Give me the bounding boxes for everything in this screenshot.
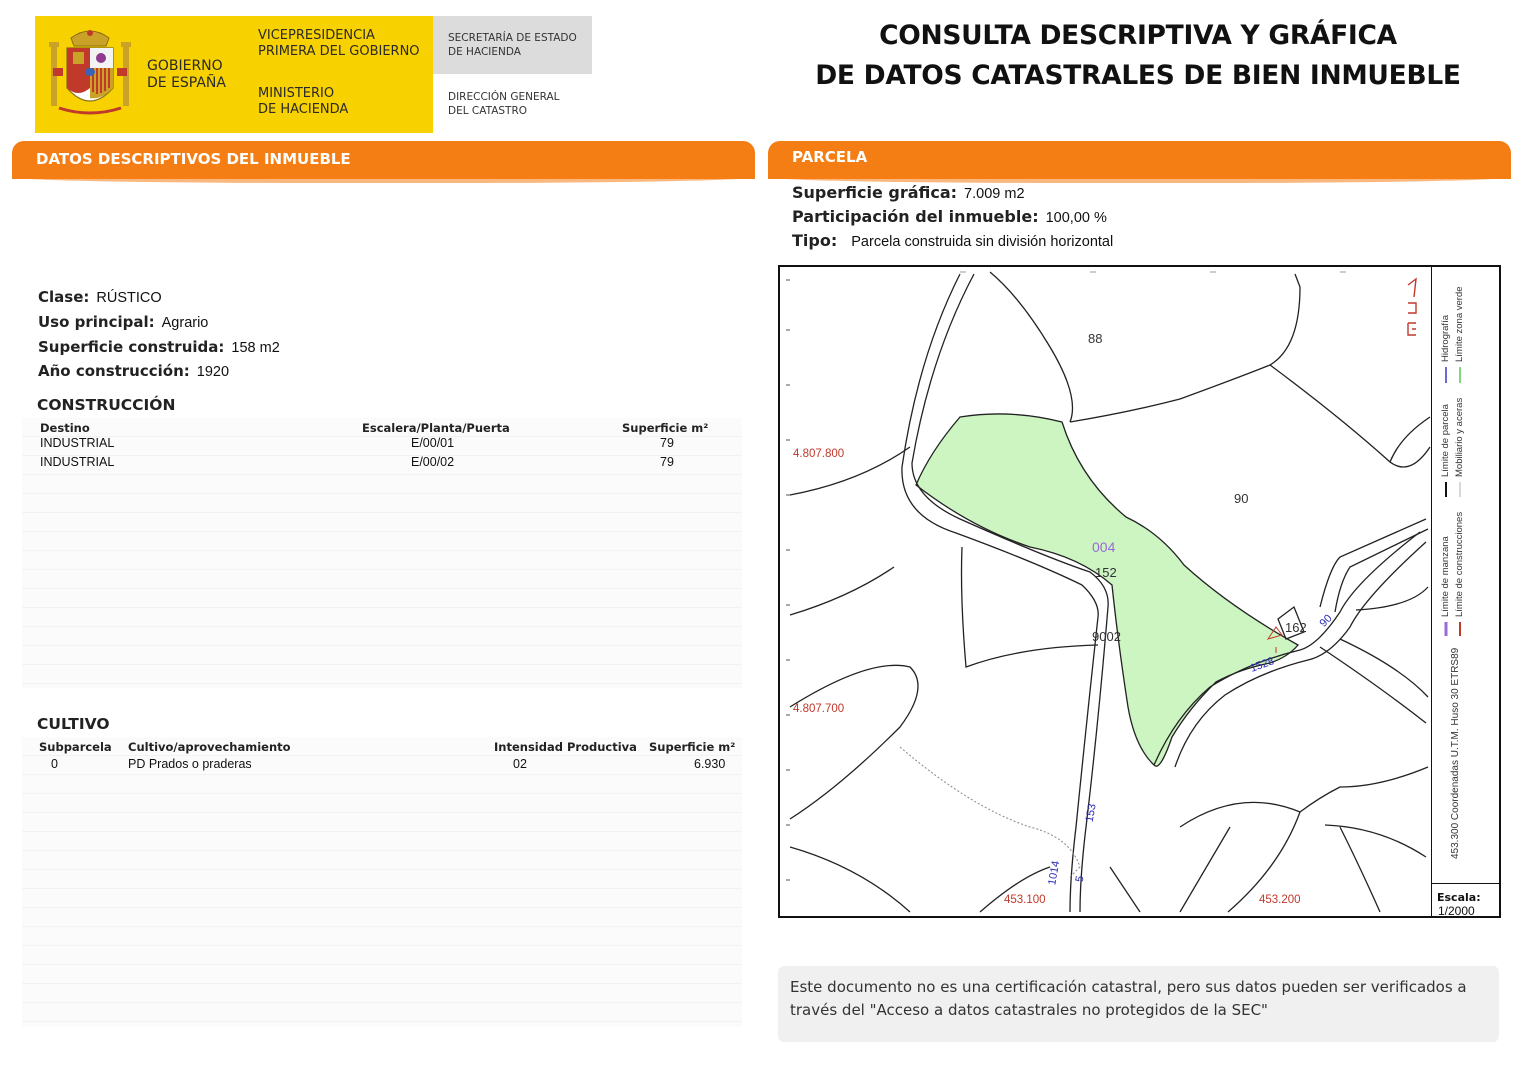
construccion-header-superficie: Superficie m²: [622, 421, 709, 435]
map-coord-y-top: 4.807.800: [793, 448, 845, 460]
cultivo-row-subparcela: 0: [51, 757, 58, 771]
cultivo-row-superficie: 6.930: [694, 757, 726, 771]
government-logo-block: [35, 16, 433, 133]
legend-limite-construcciones: Límite de construcciones: [1454, 511, 1465, 617]
legend-limite-zona-verde: Límite zona verde: [1454, 286, 1465, 362]
construccion-row-planta: E/00/02: [411, 455, 455, 469]
construccion-title: CONSTRUCCIÓN: [37, 396, 176, 414]
construccion-row-superficie: 79: [660, 436, 674, 450]
map-coord-x-right: 453.200: [1259, 894, 1301, 906]
cultivo-header-intensidad: Intensidad Productiva: [494, 740, 637, 754]
sec-logo-icon: [1408, 279, 1416, 335]
cultivo-table: [22, 737, 742, 1027]
construccion-row-destino: INDUSTRIAL: [40, 436, 115, 450]
map-label-parcel-152: 152: [1095, 565, 1117, 580]
map-label-road-90: 90: [1317, 612, 1335, 630]
superficie-grafica-value: 7.009 m2: [964, 186, 1025, 202]
uso-field: [38, 313, 208, 331]
cultivo-header-subparcela: Subparcela: [39, 740, 112, 754]
construccion-row-superficie: 79: [660, 455, 674, 469]
page-title: CONSULTA DESCRIPTIVA Y GRÁFICA DE DATOS CATASTRALES DE BIEN INMUEBLE: [815, 20, 1461, 91]
ministerio-label: MINISTERIO DE HACIENDA: [258, 86, 349, 117]
map-dotted-lines: [900, 747, 1080, 877]
escala-value: 1/2000: [1438, 904, 1475, 918]
map-road-lines: [790, 272, 1430, 912]
cultivo-header-cultivo: Cultivo/aprovechamiento: [128, 740, 291, 754]
legend-hidrografia: Hidrografía: [1440, 315, 1451, 362]
map-left-ticks: [786, 280, 790, 880]
direccion-general-label: DIRECCIÓN GENERAL DEL CATASTRO: [448, 91, 560, 117]
uso-label: Uso principal:: [38, 313, 155, 331]
superficie-construida-field: [38, 338, 280, 356]
uso-value: Agrario: [161, 315, 209, 331]
superficie-grafica-label: Superficie gráfica:: [792, 183, 958, 202]
map-label-parcel-9002: 9002: [1092, 629, 1121, 644]
map-label-parcel-162: 162: [1285, 620, 1307, 635]
datos-descriptivos-title: DATOS DESCRIPTIVOS DEL INMUEBLE: [36, 150, 351, 168]
map-legend: [1431, 267, 1499, 916]
construccion-row-destino: INDUSTRIAL: [40, 455, 115, 469]
construccion-header-planta: Escalera/Planta/Puerta: [362, 421, 510, 435]
gobierno-espana-label: GOBIERNO DE ESPAÑA: [147, 58, 226, 91]
vicepresidencia-label: VICEPRESIDENCIA PRIMERA DEL GOBIERNO: [258, 28, 420, 59]
clase-label: Clase:: [38, 288, 90, 306]
parcela-title: PARCELA: [792, 148, 868, 166]
parcela-bar: [768, 141, 1511, 179]
map-label-road-1528: 1528: [1248, 655, 1276, 675]
cadastral-map[interactable]: [778, 265, 1501, 918]
map-label-road-153: 153: [1083, 802, 1099, 824]
secretaria-label: SECRETARÍA DE ESTADO DE HACIENDA: [448, 32, 577, 58]
map-label-parcel-90: 90: [1234, 491, 1249, 506]
cultivo-header-superficie: Superficie m²: [649, 740, 736, 754]
map-label-road-5: 5: [1073, 874, 1087, 884]
superficie-grafica-field: [792, 183, 1025, 202]
map-coord-x-left: 453.100: [1004, 894, 1046, 906]
escala-label: Escala:: [1437, 891, 1481, 904]
participacion-label: Participación del inmueble:: [792, 207, 1039, 226]
cultivo-row-intensidad: 02: [513, 757, 527, 771]
coat-of-arms-icon: [49, 28, 131, 120]
clase-value: RÚSTICO: [96, 290, 162, 306]
map-label-parcel-88: 88: [1088, 331, 1103, 346]
cultivo-row-cultivo: PD Prados o praderas: [128, 757, 252, 771]
tipo-value: Parcela construida sin división horizontal: [851, 234, 1114, 250]
construccion-header-destino: Destino: [40, 421, 90, 435]
construccion-row-planta: E/00/01: [411, 436, 455, 450]
anio-construccion-field: [38, 362, 229, 380]
legend-limite-parcela: Límite de parcela: [1440, 404, 1451, 477]
participacion-field: [792, 207, 1107, 226]
legend-crs: 453.300 Coordenadas U.T.M. Huso 30 ETRS89: [1450, 647, 1461, 859]
tipo-label: Tipo:: [792, 231, 838, 250]
cultivo-title: CULTIVO: [37, 715, 110, 733]
construccion-table: [22, 418, 742, 688]
participacion-value: 100,00 %: [1045, 210, 1107, 226]
parcel-004-area: [916, 414, 1298, 766]
map-label-road-1014: 1014: [1046, 859, 1063, 887]
tipo-field: [792, 231, 1113, 250]
legend-mobiliario-aceras: Mobiliario y aceras: [1454, 397, 1465, 477]
anio-construccion-label: Año construcción:: [38, 362, 190, 380]
legend-limite-manzana: Límite de manzana: [1440, 536, 1451, 617]
map-label-parcel-004: 004: [1092, 539, 1116, 555]
anio-construccion-value: 1920: [196, 364, 230, 380]
clase-field: [38, 288, 162, 306]
superficie-construida-label: Superficie construida:: [38, 338, 225, 356]
disclaimer-text: Este documento no es una certificación catastral, pero sus datos pueden ser verificados a través del "Acceso a datos catastrales no protegidos de la SEC": [790, 978, 1467, 1019]
map-drawing: [780, 267, 1499, 916]
map-coord-y-bottom: 4.807.700: [793, 703, 845, 715]
superficie-construida-value: 158 m2: [231, 340, 280, 356]
